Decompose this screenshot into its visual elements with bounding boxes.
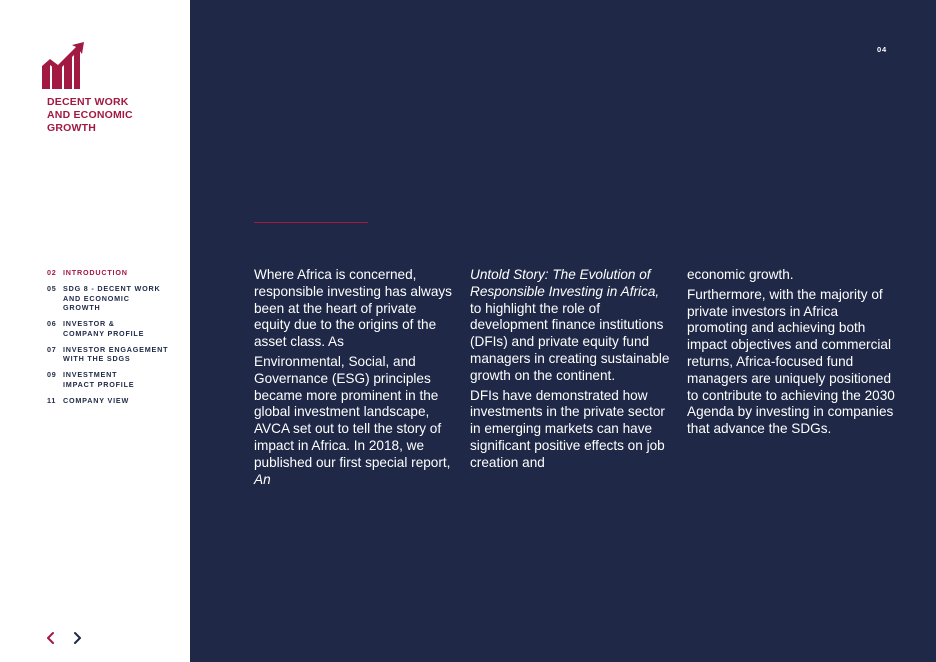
table-of-contents (47, 268, 187, 412)
toc-page-number: 11 (47, 395, 57, 405)
text-column-3 (687, 267, 897, 441)
paragraph-text: Environmental, Social, and Governance (ESG) principles became more prominent in the global investment landscape, AVCA set out to tell the story of impact in Africa. In 2018, we published our first special report, (254, 353, 451, 470)
toc-label: INVESTMENT IMPACT PROFILE (63, 370, 135, 389)
paragraph (254, 354, 454, 488)
text-column-1 (254, 267, 454, 491)
toc-label: INVESTOR ENGAGEMENT WITH THE SDGS (63, 344, 169, 363)
toc-item-investor-engagement[interactable] (47, 345, 187, 364)
accent-divider (254, 222, 368, 223)
page-navigation (44, 630, 84, 646)
toc-page-number: 09 (47, 370, 57, 379)
paragraph: Where Africa is concerned, responsible investing has always been at the heart of private equity due to the origins of the asset class. As (254, 267, 452, 350)
sdg-title-line: GROWTH (47, 122, 97, 134)
bar-chart-growth-arrow-icon (42, 42, 86, 90)
toc-page-number: 05 (47, 284, 57, 293)
sdg-title-line: AND ECONOMIC (47, 109, 133, 121)
toc-label: INVESTOR & COMPANY PROFILE (63, 319, 145, 338)
chevron-right-icon (70, 630, 84, 646)
page-number: 04 (877, 45, 887, 54)
paragraph (470, 267, 670, 385)
sdg-title (47, 96, 177, 135)
report-title-italic: An (254, 471, 271, 487)
next-page-button[interactable] (70, 630, 84, 646)
toc-item-company-view[interactable] (47, 396, 187, 406)
toc-page-number: 06 (47, 319, 57, 328)
report-title-italic: Untold Story: The Evolution of Responsible Investing in Africa, (470, 267, 660, 299)
paragraph-text: to highlight the role of development finance institutions (DFIs) and private equity fund managers in creating sustainable growth on the continent. (470, 300, 670, 383)
toc-label: COMPANY VIEW (63, 395, 130, 405)
sidebar (0, 0, 190, 662)
toc-label: SDG 8 - DECENT WORK AND ECONOMIC GROWTH (63, 284, 161, 312)
toc-page-number: 02 (47, 268, 57, 277)
toc-page-number: 07 (47, 344, 57, 354)
paragraph: Furthermore, with the majority of private investors in Africa promoting and achieving both impact objectives and commercial returns, Africa-focused fund managers are uniquely positioned to contribute to achieving the 2030 Agenda by investing in companies that advance the SDGs. (687, 286, 895, 437)
paragraph: DFIs have demonstrated how investments in the private sector in emerging markets can have significant positive effects on job creation and (470, 387, 665, 470)
previous-page-button[interactable] (44, 630, 58, 646)
toc-item-investment-impact-profile[interactable] (47, 370, 187, 389)
toc-item-investor-company-profile[interactable] (47, 319, 187, 338)
sdg-title-line: DECENT WORK (47, 96, 129, 108)
text-column-2 (470, 267, 670, 475)
chevron-left-icon (44, 630, 58, 646)
toc-label: INTRODUCTION (63, 268, 128, 277)
toc-item-introduction[interactable] (47, 268, 187, 278)
toc-item-sdg8[interactable] (47, 284, 187, 313)
paragraph: economic growth. (687, 267, 794, 282)
